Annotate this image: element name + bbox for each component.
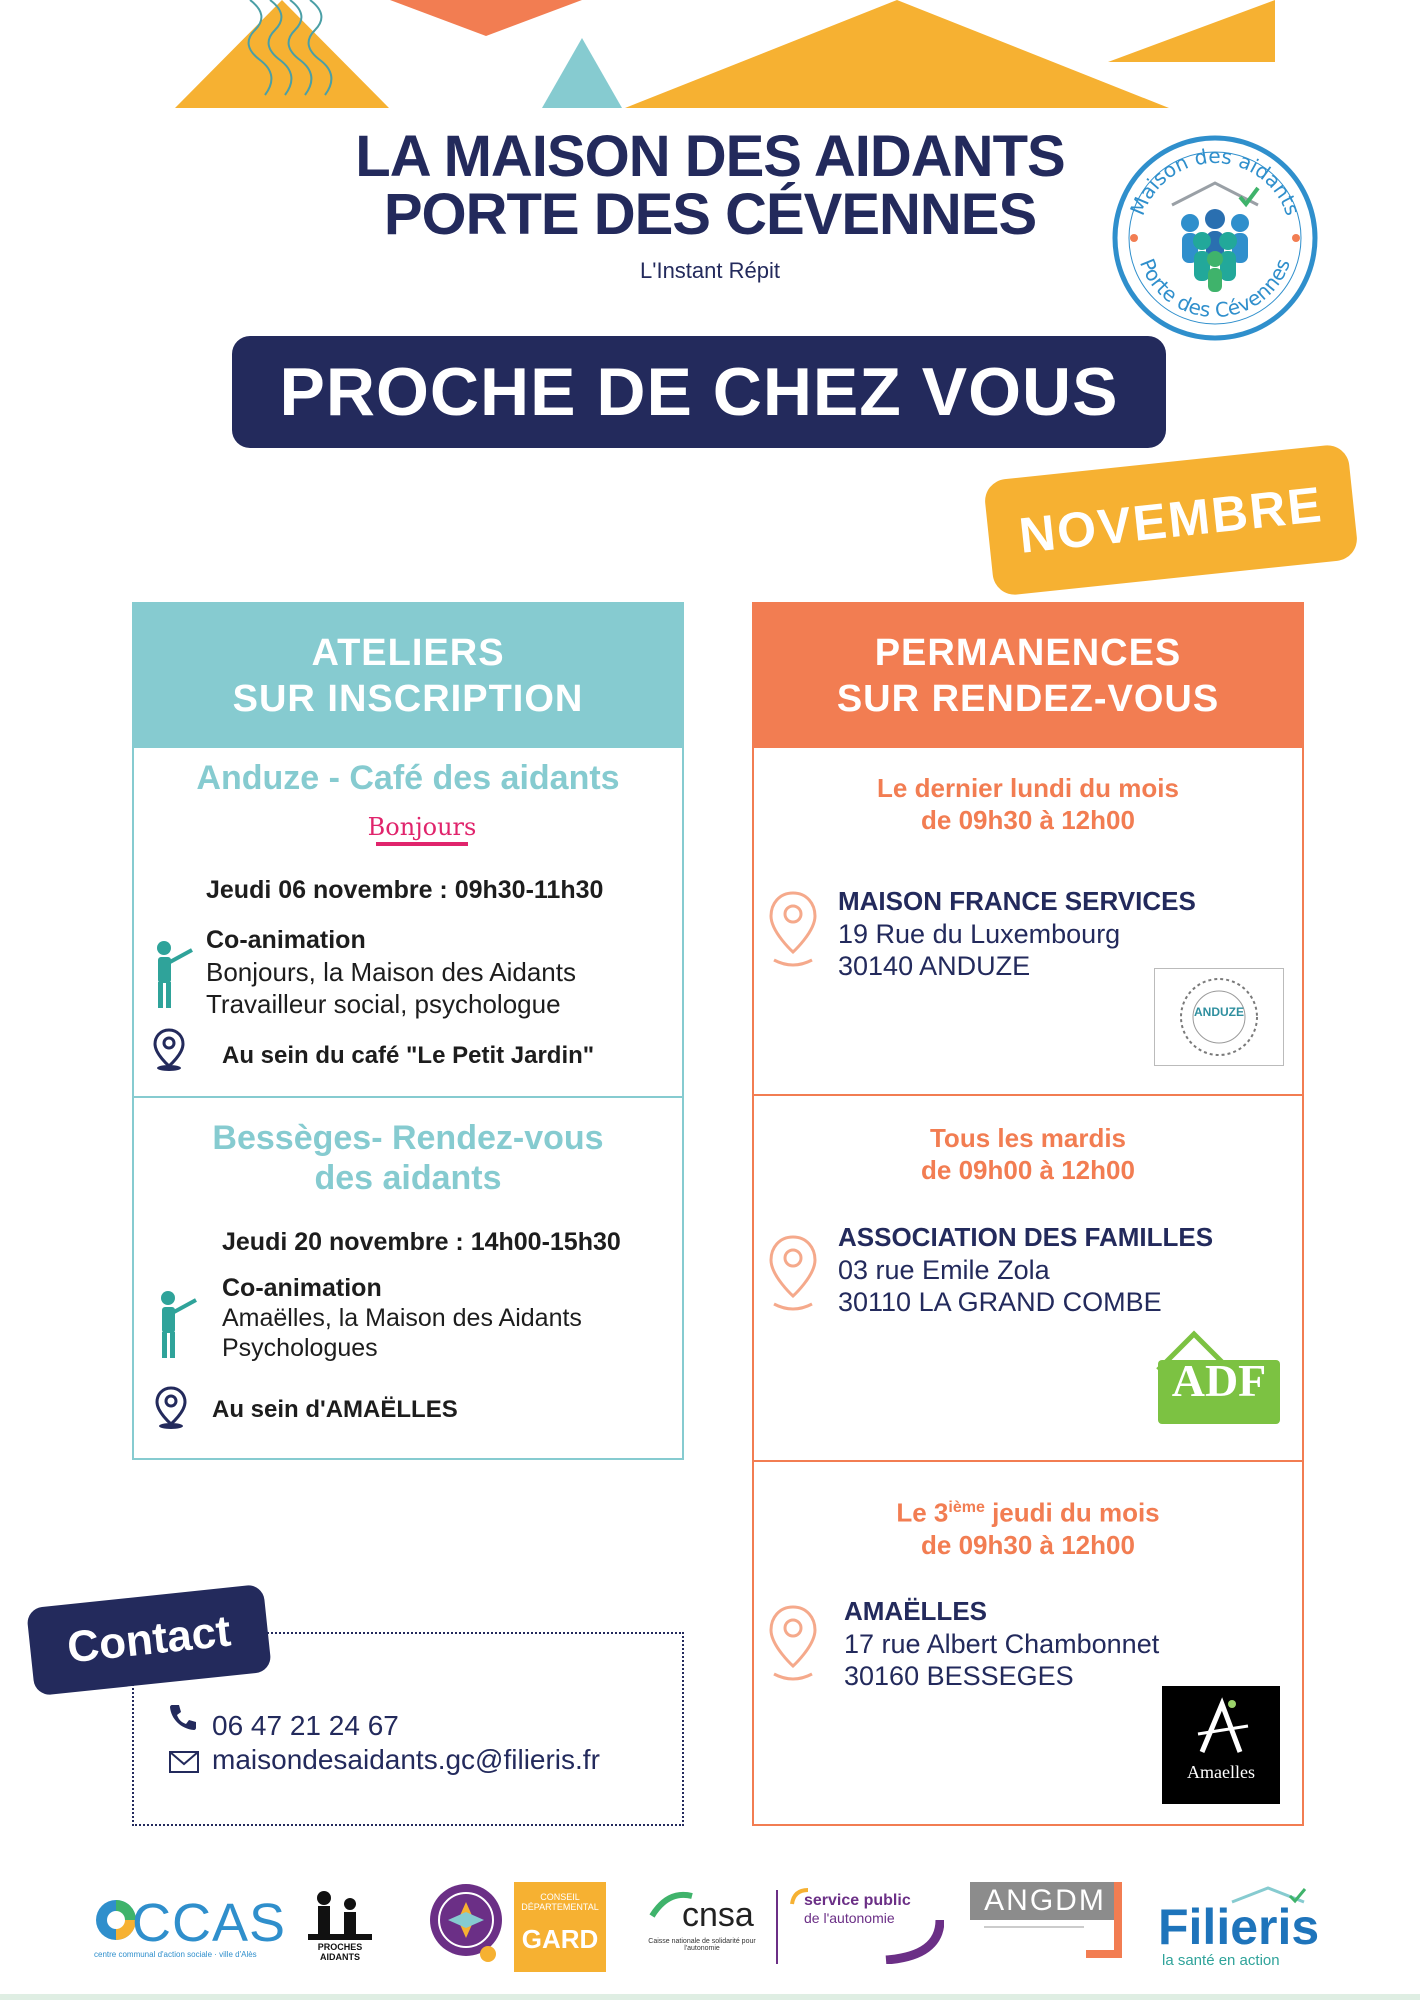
title-line-1: LA MAISON DES AIDANTS [355,124,1065,189]
permanences-heading-line-1: PERMANENCES [874,632,1182,674]
permanences-column [752,602,1304,1826]
ateliers-separator [134,1096,682,1098]
maison-aidants-seal-logo [1112,135,1318,341]
permanence-name: ASSOCIATION DES FAMILLES [838,1222,1214,1252]
filieris-logo-text: Filieris [1158,1899,1320,1955]
gard-emblem-logo [428,1882,504,1964]
permanence-address-line-2: 30160 BESSEGES [844,1661,1074,1691]
event-coanimation-line-1: Bonjours, la Maison des Aidants [206,957,576,987]
ateliers-heading-line-1: ATELIERS [311,632,505,674]
page-title [300,124,1120,247]
decor-triangle-teal [542,38,622,108]
permanence-schedule-line-2: de 09h30 à 12h00 [921,1529,1135,1560]
svg-text:Porte des Cévennes: Porte des Cévennes [1134,255,1296,323]
adf-logo-text: ADF [1171,1355,1267,1406]
contact-email[interactable]: maisondesaidants.gc@filieris.fr [212,1744,600,1775]
event-location: Au sein du café "Le Petit Jardin" [222,1042,595,1069]
permanence-name: MAISON FRANCE SERVICES [838,886,1196,916]
page-subtitle: L'Instant Répit [640,258,780,283]
gard-departement-logo [514,1882,606,1972]
amaelles-logo-text: Amaelles [1187,1762,1255,1782]
angdm-logo [970,1882,1134,1966]
permanence-schedule-line-2: de 09h00 à 12h00 [921,1155,1135,1185]
angdm-logo-text: ANGDM [984,1884,1106,1917]
contact-tag: Contact [26,1584,272,1696]
cnsa-logo-subtext: Caisse nationale de solidarité pour l'autonomie [648,1938,756,1952]
ateliers-heading [134,604,682,748]
permanence-schedule [754,1122,1302,1186]
title-line-2: PORTE DES CÉVENNES [383,182,1037,247]
mail-icon [168,1746,200,1774]
event-date: Jeudi 06 novembre : 09h30-11h30 [206,876,604,904]
gard-logo-subtext: CONSEIL DÉPARTEMENTAL [521,1892,599,1912]
location-pin-icon [766,1604,820,1684]
service-public-logo-line-1: service public [804,1892,911,1909]
event-location: Au sein d'AMAËLLES [212,1396,458,1423]
amaelles-logo [1162,1686,1280,1804]
event-date: Jeudi 20 novembre : 14h00-15h30 [222,1228,621,1256]
permanences-heading [754,604,1302,748]
svg-text:Maison des aidants: Maison des aidants [1125,143,1305,219]
cnsa-logo [648,1890,756,1962]
permanence-schedule [754,772,1302,836]
schedule-superscript: ième [948,1499,985,1516]
tiers-lieu-logo-text: ANDUZE [1194,1005,1244,1019]
proches-aidants-logo [304,1886,376,1962]
service-public-autonomie-logo [790,1886,950,1966]
location-pin-icon [154,1386,188,1430]
schedule-suffix: jeudi du mois [984,1497,1160,1528]
month-badge: NOVEMBRE [983,443,1359,597]
permanence-schedule-line-1: Tous les mardis [929,1123,1127,1153]
permanences-separator [754,1094,1302,1096]
filieris-logo-subtext: la santé en action [1162,1952,1280,1969]
event-coanimation-line-1: Amaëlles, la Maison des Aidants [222,1304,582,1332]
filieris-logo [1158,1884,1338,1969]
permanence-address-line-1: 03 rue Emile Zola [838,1255,1050,1285]
decor-triangle-yellow-4 [1108,0,1275,62]
permanence-schedule [754,1492,1302,1561]
permanence-address-line-2: 30110 LA GRAND COMBE [838,1287,1162,1317]
event-coanimation-label: Co-animation [222,1274,382,1302]
permanence-address-line-1: 17 rue Albert Chambonnet [844,1629,1160,1659]
location-pin-icon [766,1234,820,1314]
event-coanimation-line-2: Travailleur social, psychologue [206,989,561,1019]
event-title-line-1: Bessèges- Rendez-vous [212,1119,604,1157]
tiers-lieu-logo [1154,968,1284,1066]
decor-wave-lines [240,0,350,100]
ccas-logo-text: CCAS [132,1893,287,1953]
permanence-schedule-line-1: Le dernier lundi du mois [877,773,1179,803]
location-pin-icon [766,890,820,970]
service-public-logo-line-2: de l'autonomie [804,1910,895,1926]
event-coanimation-line-2: Psychologues [222,1334,378,1362]
decor-triangle-orange [390,0,582,36]
gard-logo-text: GARD [521,1924,599,1954]
person-presenting-icon [150,940,196,1010]
permanence-address-line-1: 19 Rue du Luxembourg [838,919,1121,949]
bonjours-logo [362,814,482,860]
phone-icon [168,1702,198,1732]
permanences-heading-line-2: SUR RENDEZ-VOUS [836,678,1220,720]
cnsa-logo-text: cnsa [682,1896,754,1934]
permanence-address-line-2: 30140 ANDUZE [838,951,1031,981]
event-title: Anduze - Café des aidants [196,759,620,797]
ateliers-column [132,602,684,1460]
permanences-separator [754,1460,1302,1462]
decor-triangle-yellow-2 [625,0,897,108]
banner-proche-de-chez-vous: PROCHE DE CHEZ VOUS [232,336,1166,448]
person-presenting-icon [154,1290,200,1360]
ccas-logo [94,1892,287,1962]
divider-line [776,1890,778,1964]
event-title [134,1118,682,1198]
permanence-schedule-line-2: de 09h30 à 12h00 [921,805,1135,835]
adf-logo [1154,1330,1284,1428]
location-pin-icon [152,1028,186,1072]
ccas-logo-subtext: centre communal d'action sociale · ville d'Alès [94,1950,257,1959]
ateliers-heading-line-2: SUR INSCRIPTION [232,678,584,720]
contact-phone[interactable]: 06 47 21 24 67 [212,1710,399,1741]
permanence-schedule-line-1 [754,1492,1302,1529]
permanence-name: AMAËLLES [844,1596,987,1626]
event-title-line-2: des aidants [314,1159,502,1197]
event-coanimation-label: Co-animation [206,926,366,954]
proches-aidants-logo-text: PROCHES AIDANTS [317,1942,363,1962]
schedule-prefix: Le 3 [896,1497,949,1528]
bonjours-logo-text: Bonjours [367,813,477,841]
bottom-edge-line [0,1994,1420,2000]
